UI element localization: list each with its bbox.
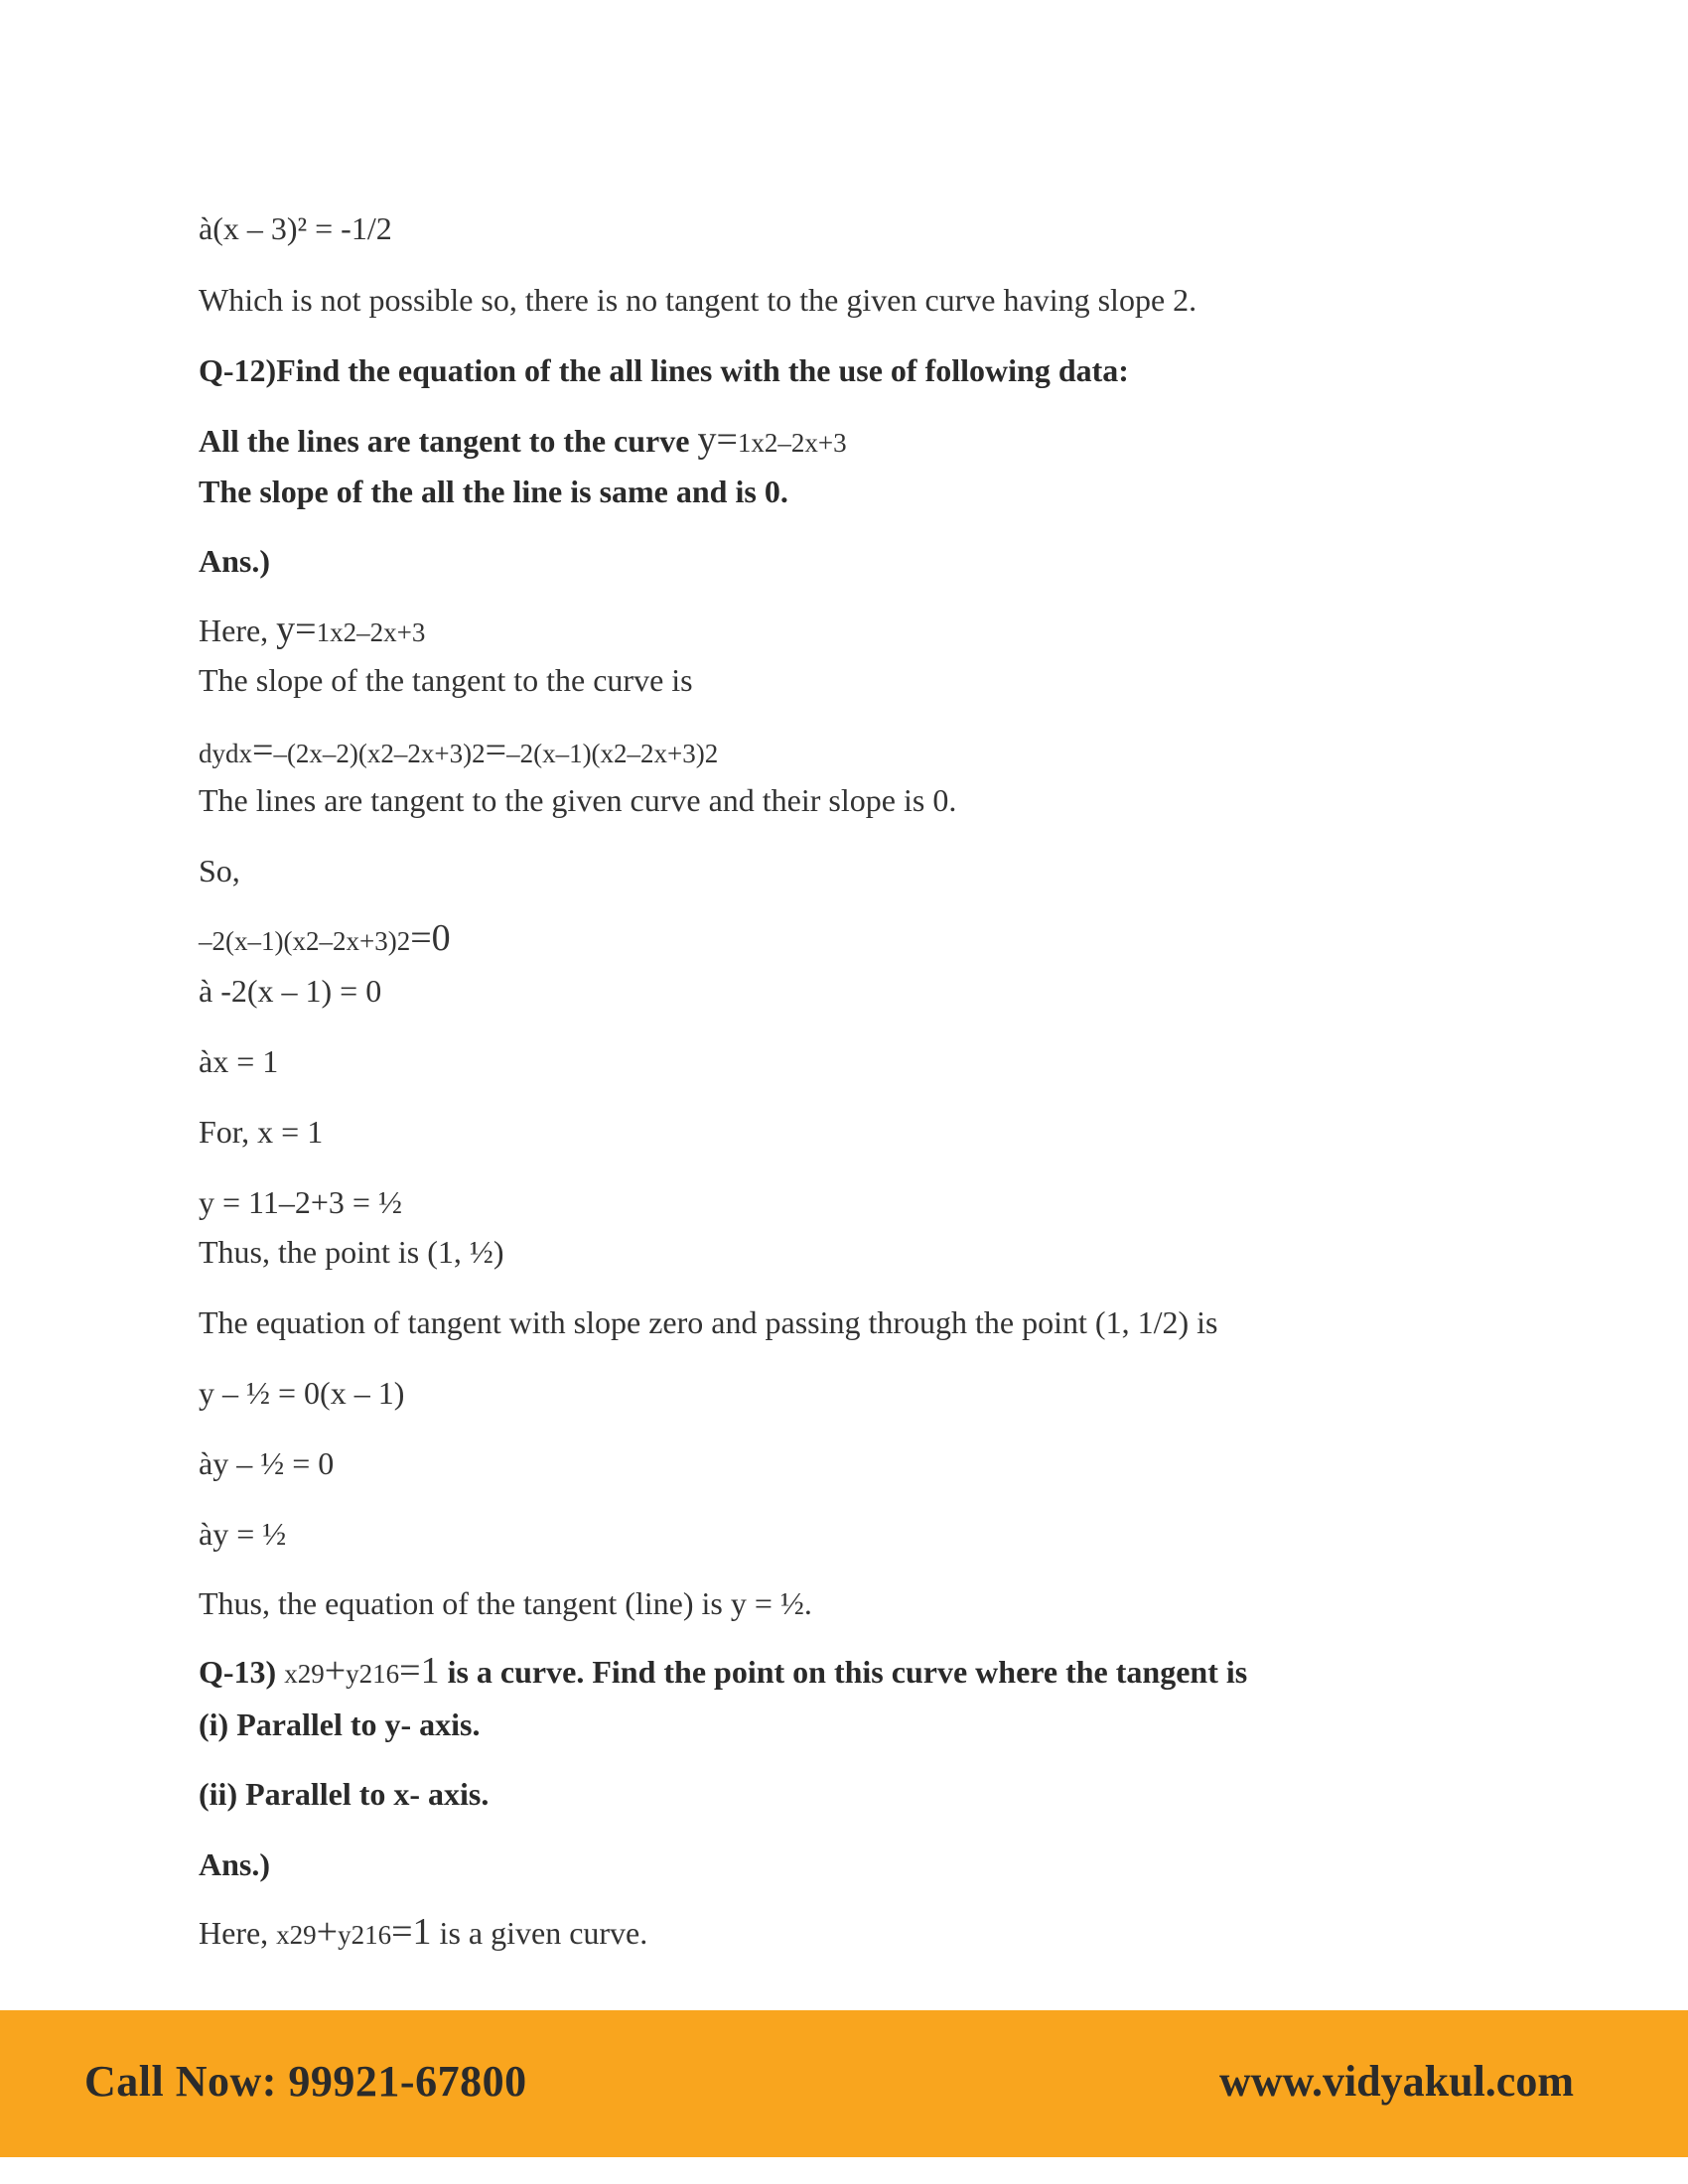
math-fragment: y216: [346, 1659, 400, 1689]
equation-line: à -2(x – 1) = 0: [199, 973, 382, 1009]
equation-line: y = 11–2+3 = ½: [199, 1184, 402, 1220]
footer-phone-number[interactable]: Call Now: 99921-67800: [84, 2057, 527, 2106]
condition-text: All the lines are tangent to the curve: [199, 423, 698, 459]
text-line: The lines are tangent to the given curve and their slope is 0.: [199, 782, 957, 818]
math-fragment: –2(x–1)(x2–2x+3)2: [199, 926, 411, 956]
math-fragment: y=: [697, 419, 738, 461]
math-fragment: –2(x–1)(x2–2x+3)2: [506, 739, 719, 768]
math-fragment: 1x2–2x+3: [737, 428, 847, 458]
question-12-condition-1: [199, 420, 847, 463]
text-line: Thus, the point is (1, ½): [199, 1234, 504, 1270]
text-fragment: is a given curve.: [431, 1915, 648, 1951]
question-12-heading: Q-12)Find the equation of the all lines with the use of following data:: [199, 352, 1129, 388]
text-line: The equation of tangent with slope zero and passing through the point (1, 1/2) is: [199, 1304, 1218, 1340]
text-line: Thus, the equation of the tangent (line) is y = ½.: [199, 1585, 812, 1621]
math-fragment: dydx: [199, 739, 252, 768]
answer-line: [199, 1912, 647, 1955]
text-fragment: Here,: [199, 613, 277, 648]
math-fragment: =: [485, 730, 507, 771]
math-fragment: =: [252, 730, 274, 771]
answer-label: Ans.): [199, 543, 271, 579]
derivative-equation: [199, 731, 718, 773]
equation-line: [199, 918, 451, 961]
question-13-heading: [199, 1651, 1247, 1694]
text-line: Which is not possible so, there is no tangent to the given curve having slope 2.: [199, 282, 1197, 318]
math-fragment: x29: [284, 1659, 325, 1689]
text-line: For, x = 1: [199, 1114, 324, 1150]
text-line: So,: [199, 853, 240, 888]
math-fragment: +: [316, 1911, 339, 1953]
text-fragment: Q-13): [199, 1654, 285, 1690]
math-fragment: =1: [391, 1911, 432, 1953]
math-fragment: x29: [276, 1920, 317, 1950]
text-fragment: is a curve. Find the point on this curve where the tangent is: [439, 1654, 1248, 1690]
math-fragment: 1x2–2x+3: [316, 617, 426, 647]
text-fragment: Here,: [199, 1915, 277, 1951]
math-fragment: +: [324, 1650, 347, 1692]
equation-line: y – ½ = 0(x – 1): [199, 1375, 405, 1411]
math-fragment: y216: [338, 1920, 392, 1950]
question-13-part-i: (i) Parallel to y- axis.: [199, 1706, 481, 1742]
equation-line: ày = ½: [199, 1516, 287, 1552]
math-fragment: y=: [276, 609, 317, 650]
math-fragment: =1: [399, 1650, 440, 1692]
text-line: The slope of the tangent to the curve is: [199, 662, 693, 698]
question-13-part-ii: (ii) Parallel to x- axis.: [199, 1776, 490, 1812]
math-fragment: =0: [410, 917, 451, 959]
equation-line: àx = 1: [199, 1043, 279, 1079]
question-12-condition-2: The slope of the all the line is same and is 0.: [199, 474, 788, 509]
footer-banner: [0, 2010, 1688, 2157]
footer-website-link[interactable]: www.vidyakul.com: [1219, 2057, 1574, 2106]
math-fragment: –(2x–2)(x2–2x+3)2: [273, 739, 486, 768]
equation-line: à(x – 3)² = -1/2: [199, 210, 392, 246]
answer-label: Ans.): [199, 1846, 271, 1882]
answer-line: [199, 610, 425, 652]
equation-line: ày – ½ = 0: [199, 1445, 335, 1481]
